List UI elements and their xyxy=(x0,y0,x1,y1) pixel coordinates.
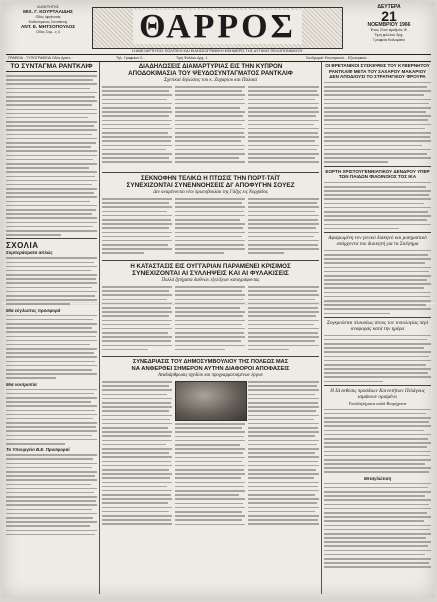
info-phone: Τηλ. Γραφείων 2... xyxy=(116,56,146,60)
right-item-3-text xyxy=(324,409,431,473)
right-item-3-title: Η ΙΔ εκθεσις προσδιων Κοινοτήτων Πελάγους ισμάκουν ορισμένο xyxy=(330,387,425,401)
right-item-2-text xyxy=(324,335,431,383)
sxolia-item-title: Το Υπουργείο Β.Ε. Προσφοραί xyxy=(6,447,70,453)
info-price: Τιμή Φύλλου Δρχ. 1 xyxy=(176,56,208,60)
newspaper-page xyxy=(2,2,435,598)
section-divider xyxy=(102,356,319,357)
center-headline-4: ΣΥΝΕΔΡΙΑΣΙΣ ΤΟΥ ΔΗΜΟΣΥΜΒΟΥΛΙΟΥ ΤΗΣ ΠΟΛΕΩΣ ΜΑΣ xyxy=(132,359,289,365)
masthead-title-box xyxy=(92,7,343,49)
section-divider xyxy=(102,172,319,173)
owner-name: ΜΙΧ. Γ. ΚΟΥΡΤΑΛΙΔΗΣ xyxy=(23,10,73,15)
column-rule xyxy=(321,62,322,594)
center-headline-1: ΔΙΑΔΗΛΩΣΕΙΣ ΔΙΑΜΑΡΤΥΡΙΑΣ ΕΙΣ ΤΗΝ ΚΥΠΡΟΝ xyxy=(138,63,283,70)
center-story-2 xyxy=(102,198,319,260)
news-photo xyxy=(175,381,247,421)
section-divider xyxy=(324,232,431,233)
center-subhead-3: Πολλά ζητήματα διεθνών εξελίξεων καταγράφοντας xyxy=(161,278,260,283)
right-headline-1: ΟΙ ΒΡΕΤΑΝΙΚΟΙ ΣΥΣΚΕΨΕΙΣ ΤΟΥ ΚΥΒΕΡΝΗΤΟΥ ΡΑΝΤΚΛΙΦ ΜΕΤΑ ΤΟΥ ΣΑΧΑΡΟΥ ΜΑΚΑΡΙΟΥ ΔΕΝ ΑΠΟΔΙΟΥΣΙ ΤΟ ΣΤΡΑΤΗΓΙΚΟΥ ΦΡΟΥΡΑ xyxy=(325,63,430,80)
section-divider xyxy=(6,238,97,239)
section-title-sxolia: ΣΧΟΛΙΑ xyxy=(6,241,39,251)
sxolia-item-title: Μία εύγλωττος προσφορά xyxy=(6,307,61,313)
issue-price: Τιμή φύλλου δρχ. xyxy=(374,33,404,37)
section-divider xyxy=(102,260,319,261)
right-story-1 xyxy=(324,82,431,163)
section-divider xyxy=(324,317,431,318)
center-headline-1b: ΑΠΟΔΟΚΙΜΑΣΙΑ ΤΟΥ ΨΕΥΔΟΣΥΝΤΑΓΜΑΤΟΣ ΡΑΝΤΚΛΙΦ xyxy=(128,70,293,77)
masthead-tagline: Η ΑΝΕΞΑΡΤΗΤΟΣ ΠΟΛΙΤΙΚΗ ΚΑΙ ΕΙΔΗΣΕΟΓΡΑΦΙΚΗ ΕΦΗΜΕΡΙΣ ΤΗΣ ΔΥΤΙΚΗΣ ΠΕΛΟΠΟΝΝΗΣΟΥ xyxy=(132,49,303,53)
right-item-1-title: Αφιερωμένη τον γενικό δισκηνό και μισηριστικό υπάρχοντα του διοικητή για τα Σκέψημα xyxy=(328,234,427,248)
center-column xyxy=(102,63,319,595)
owner-address: Οδός Ιφιγένειας xyxy=(35,15,61,19)
center-subhead-1: Σχετικαί δηλώσεις του κ. Ζαχαρίου και Παλαιά xyxy=(164,78,257,83)
newspaper-title: ΘΑΡΡΟΣ xyxy=(133,10,302,44)
issue-month-year: ΝΟΕΜΒΡΙΟΥ 1966 xyxy=(367,22,411,28)
masthead-owner-box xyxy=(6,5,90,35)
issue-weekday: ΔΕΥΤΕΡΑ xyxy=(377,4,401,10)
sxolia-item-title: Μια νοοτροπία xyxy=(6,381,37,387)
section-divider xyxy=(324,166,431,167)
right-item-2-title: Συγκρούεται πλουσίως στους τον τοπολογίας περί αναφοράς κατά την ημέρα xyxy=(326,319,429,333)
right-column xyxy=(324,63,431,595)
right-headline-2: ΕΟΡΤΗ ΧΡΙΣΤΟΥΓΕΝΝΙΑΤΙΚΟΥ ΔΕΝΔΡΟΥ ΥΠΕΡ ΤΩΝ ΠΑΙΔΩΝ ΦΙΛΟΙΝΟΙΟΣ ΤΟΣ ΙΚΑ xyxy=(325,168,430,180)
sxolia-item-text xyxy=(6,389,97,445)
center-subhead-4: Αναδιάρθρωσις σχεδίου και προγραμματισμένων έργων xyxy=(158,373,263,378)
editor-address: Οδός Συμ...ς 4 xyxy=(36,30,60,34)
masthead xyxy=(6,5,431,53)
center-story-1 xyxy=(102,86,319,172)
sxolia-item-text xyxy=(6,454,97,535)
sxolia-item-title: Συμπεράσματα απλώς xyxy=(6,250,53,256)
section-divider xyxy=(324,385,431,386)
issue-offices: Γραφεία Καλαμάτα xyxy=(373,38,405,42)
center-story-3 xyxy=(102,286,319,356)
owner-label: ΙΔΙΟΚΤΗΤΗΣ xyxy=(37,5,59,9)
sxolia-item-text xyxy=(6,315,97,379)
info-bar xyxy=(6,54,431,62)
info-offices: ΓΡΑΦΕΙΑ - ΤΥΠΟΓΡΑΦΕΙΑ Οδός Αρίστ... xyxy=(8,56,74,60)
center-headline-4b: ΝΑ ΑΝΦΕΡΘΕΙ ΣΗΜΕΡΟΝ ΑΥΤΗΝ ΔΙΑΦΟΡΟΙ ΑΠΟΦΑΣΕΙΣ xyxy=(131,366,290,372)
right-item-5-title: Μεταγλώτιση xyxy=(363,475,392,481)
masthead-date-box xyxy=(347,5,431,43)
right-item-1-text xyxy=(324,250,431,314)
sxolia-item-text xyxy=(6,257,97,305)
center-headline-3: Η ΚΑΤΑΣΤΑΣΙΣ ΕΙΣ ΟΥΓΓΑΡΙΑΝ ΠΑΡΑΜΕΝΕΙ ΚΡΙΣΙΜΟΣ xyxy=(130,263,291,270)
col1-article-text xyxy=(6,75,97,236)
center-subhead-2: Δεν αναμένονται νέοι πρωτοβουλίαι της Γάζης εις Νορχάδος xyxy=(153,190,268,195)
editor-name: ΑΝΤ. Ε. ΜΗΤΣΟΠΟΥΛΟΣ xyxy=(20,25,76,30)
center-story-4 xyxy=(102,381,319,541)
right-item-4-title: Υπαλληλήματα καλά Βιομήχανα xyxy=(348,400,407,406)
right-item-5-text xyxy=(324,483,431,568)
center-headline-2: ΣΥΝΕΧΙΖΟΝΤΑΙ ΣΥΝΕΝΝΟΗΣΕΙΣ ΔΙ' ΑΠΟΦΥΓΗΝ ΣΟΥΕΖ xyxy=(126,182,295,189)
issue-day-number: 21 xyxy=(381,8,397,24)
issue-year-number: Έτος 21ον Αριθμός Φ. xyxy=(370,28,408,32)
info-subscriptions: Συνδρομαί: Εσωτερικού... Εξωτερικού... xyxy=(306,56,370,60)
editor-label: Ευθυνόμενος Συντάκτης xyxy=(28,20,68,24)
left-column xyxy=(6,63,97,595)
right-story-2 xyxy=(324,182,431,230)
center-headline-3b: ΣΥΝΕΧΙΖΟΝΤΑΙ ΑΙ ΣΥΛΛΗΨΕΙΣ ΚΑΙ ΑΙ ΦΥΛΑΚΙΣΕΙΣ xyxy=(132,270,289,277)
col1-headline: ΤΟ ΣΥΝΤΑΓΜΑ ΡΑΝΤΚΛΙΦ xyxy=(6,63,97,72)
column-rule xyxy=(99,62,100,594)
center-headline-2a: ΣΕΚΝΟΦΗΝ ΤΕΛΙΚΩ Η ΠΤΩΣΙΣ ΤΗΝ ΠΟΡΤ-ΤΑΪΤ xyxy=(140,175,280,182)
